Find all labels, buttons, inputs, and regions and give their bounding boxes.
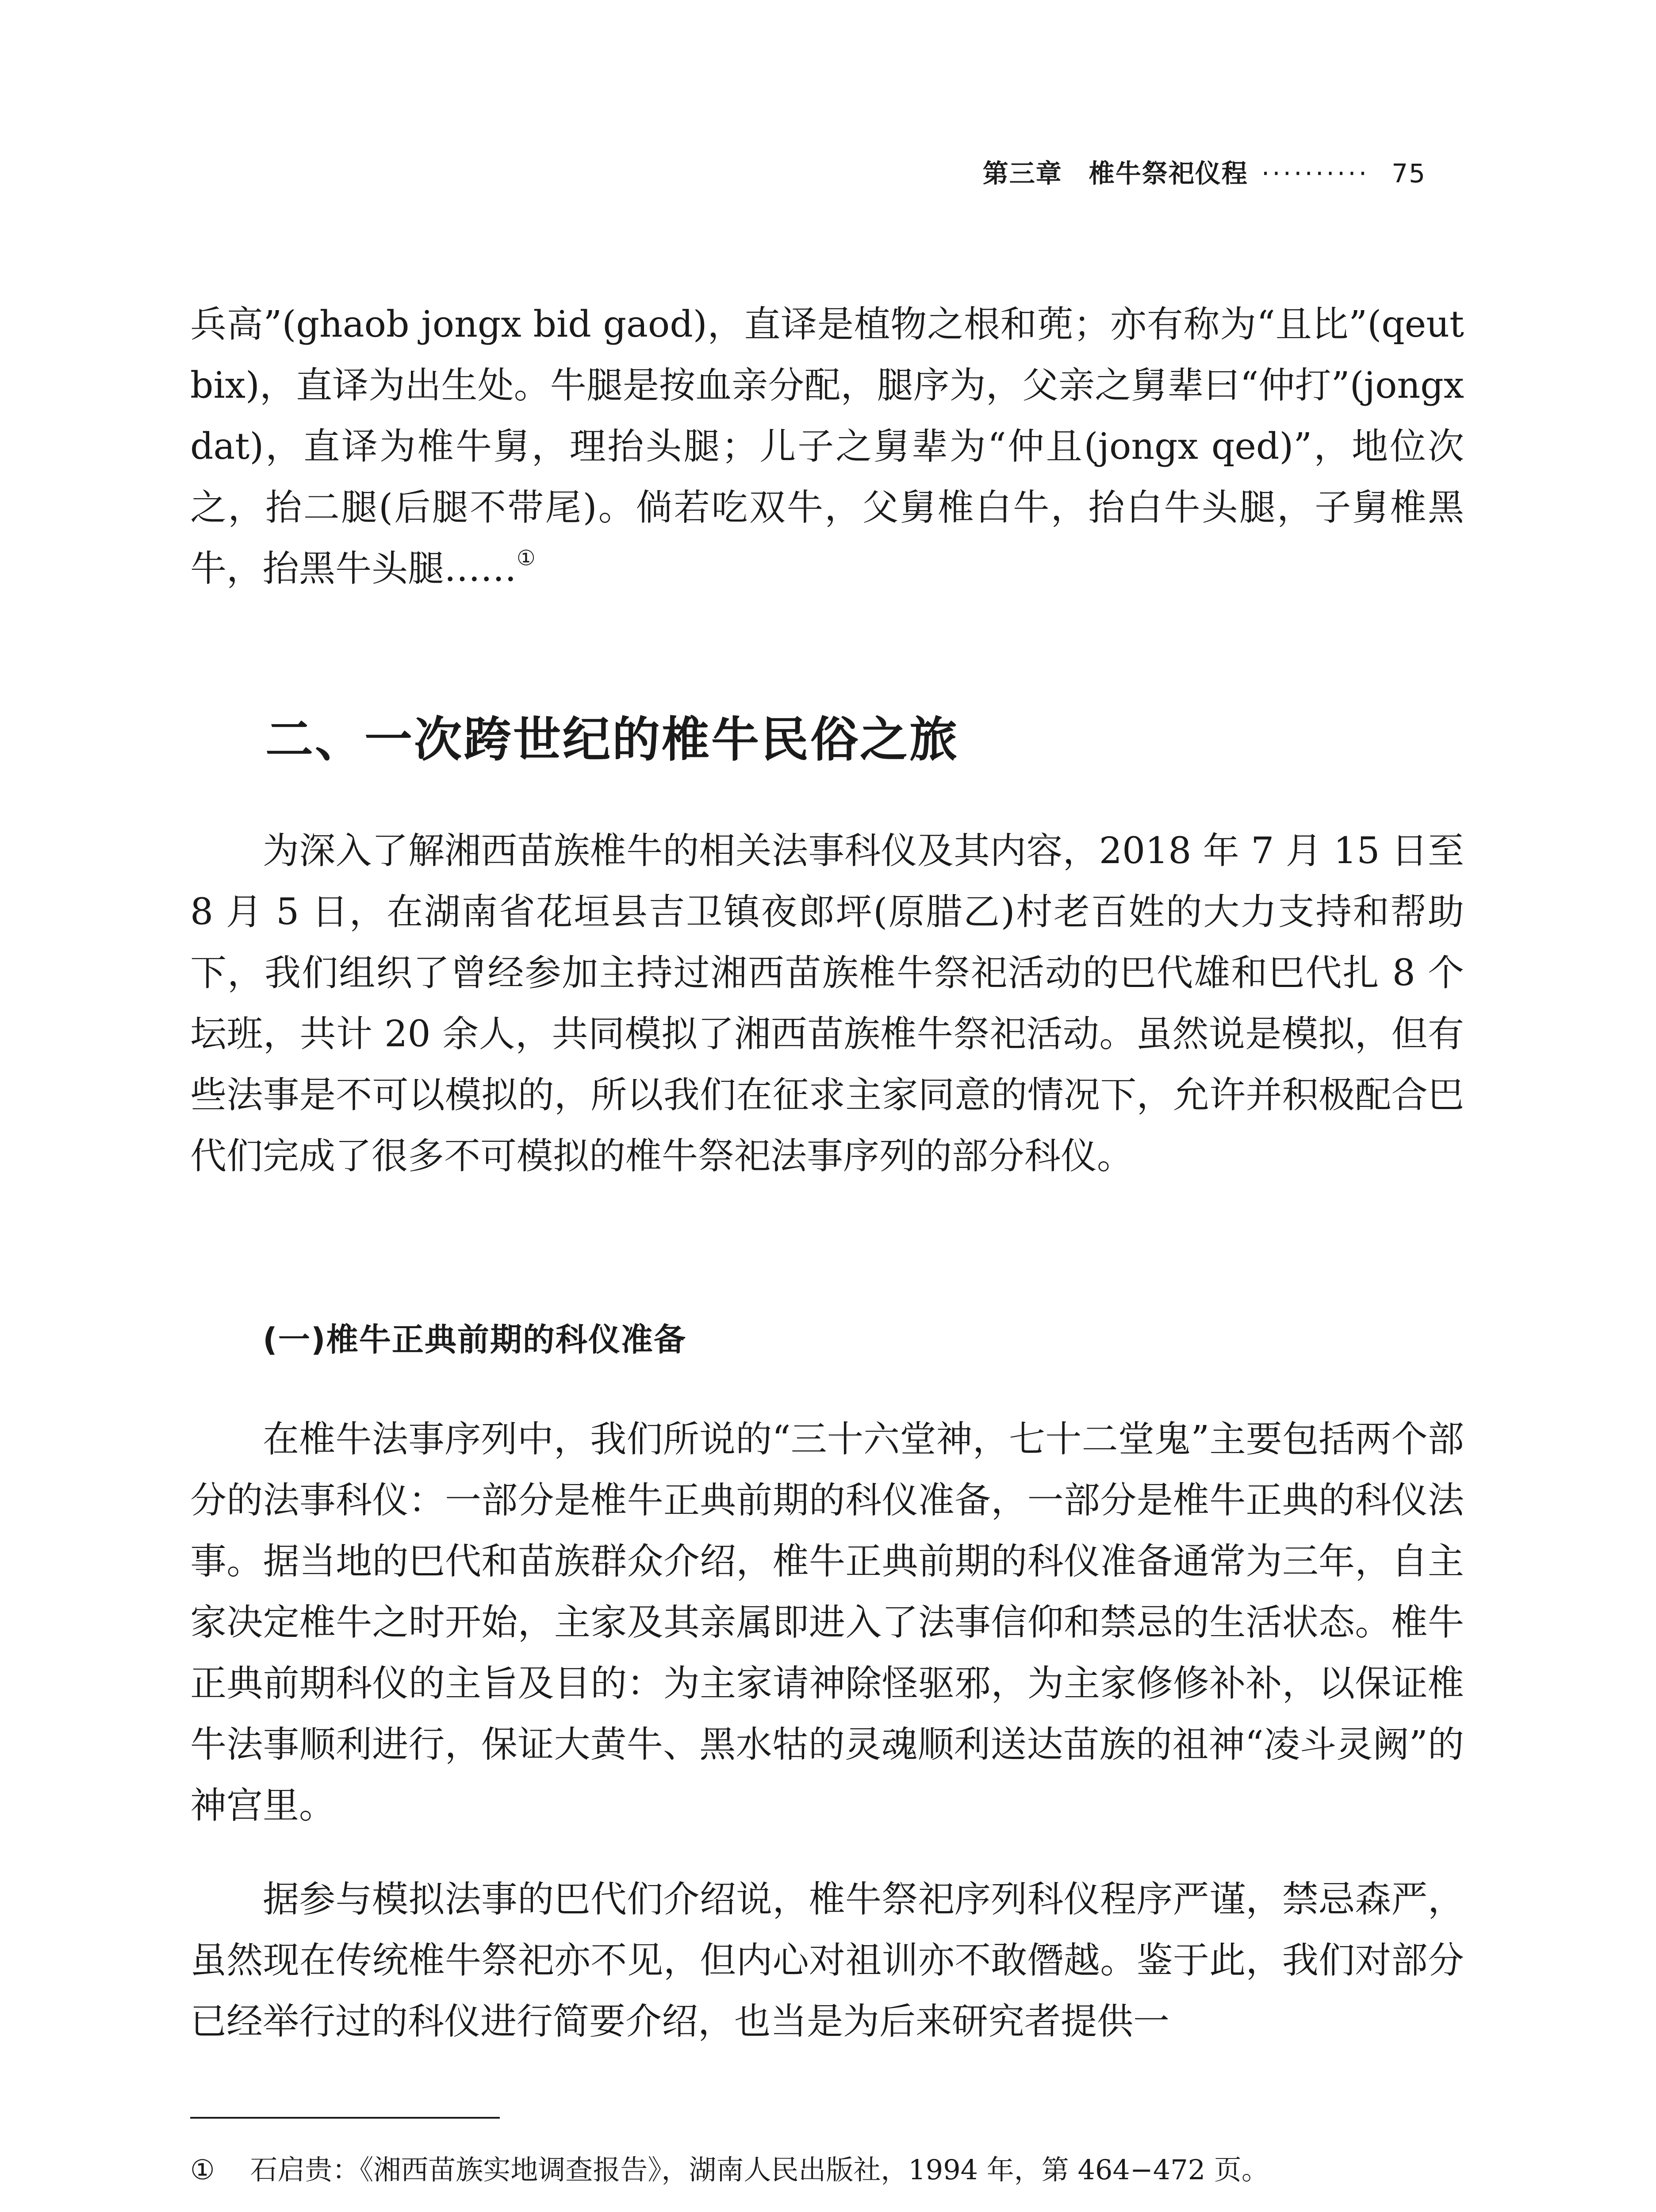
footnote-reference[interactable]: ① (517, 546, 536, 571)
footnote-text: 石启贵：《湘西苗族实地调查报告》，湖南人民出版社，1994 年，第 464−472 页。 (250, 2154, 1269, 2186)
body-paragraph-sequence (190, 1409, 1464, 1836)
section-heading: 二、一次跨世纪的椎牛民俗之旅 (265, 712, 959, 768)
chapter-title: 椎牛祭祀仪程 (1089, 158, 1248, 188)
footnote (190, 2150, 1269, 2190)
paragraph-text: 为深入了解湘西苗族椎牛的相关法事科仪及其内容，2018 年 7 月 15 日至 8 月 5 日，在湖南省花垣县吉卫镇夜郎坪(原腊乙)村老百姓的大力支持和帮助下，我们组织了曾经参加主持过湘西苗族椎牛祭祀活动的巴代雄和巴代扎 8 个坛班，共计 20 余人，共同模拟了湘西苗族椎牛祭祀活动。虽然说是模拟，但有些法事是不可以模拟的，所以我们在征求主家同意的情况下，允许并积极配合巴代们完成了很多不可模拟的椎牛祭祀法事序列的部分科仪。 (190, 830, 1464, 1177)
page-number: 75 (1392, 158, 1426, 188)
body-paragraph-continued (190, 294, 1464, 599)
body-paragraph-intro (190, 1869, 1464, 2052)
body-paragraph-trip (190, 821, 1464, 1187)
footnote-divider (190, 2117, 500, 2119)
leader-dots: ·········· (1261, 158, 1370, 188)
paragraph-text: 兵高”(ghaob jongx bid gaod)，直译是植物之根和蔸；亦有称为“且比”(qeut bix)，直译为出生处。牛腿是按血亲分配，腿序为，父亲之舅辈曰“仲打”(jongx dat)，直译为椎牛舅，理抬头腿；儿子之舅辈为“仲且(jongx qed)”，地位次之，抬二腿(后腿不带尾)。倘若吃双牛，父舅椎白牛，抬白牛头腿，子舅椎黑牛，抬黑牛头腿…… (190, 303, 1464, 590)
footnote-mark: ① (190, 2154, 215, 2186)
chapter-number: 第三章 (982, 158, 1062, 188)
subsection-heading: (一)椎牛正典前期的科仪准备 (263, 1321, 686, 1358)
paragraph-text: 据参与模拟法事的巴代们介绍说，椎牛祭祀序列科仪程序严谨，禁忌森严，虽然现在传统椎牛祭祀亦不见，但内心对祖训亦不敢僭越。鉴于此，我们对部分已经举行过的科仪进行简要介绍，也当是为后来研究者提供一 (190, 1878, 1464, 2043)
running-header (983, 153, 1426, 190)
paragraph-text: 在椎牛法事序列中，我们所说的“三十六堂神，七十二堂鬼”主要包括两个部分的法事科仪：一部分是椎牛正典前期的科仪准备，一部分是椎牛正典的科仪法事。据当地的巴代和苗族群众介绍，椎牛正典前期的科仪准备通常为三年，自主家决定椎牛之时开始，主家及其亲属即进入了法事信仰和禁忌的生活状态。椎牛正典前期科仪的主旨及目的：为主家请神除怪驱邪，为主家修修补补，以保证椎牛法事顺利进行，保证大黄牛、黑水牯的灵魂顺利送达苗族的祖神“凌斗灵阙”的神宫里。 (190, 1418, 1464, 1827)
